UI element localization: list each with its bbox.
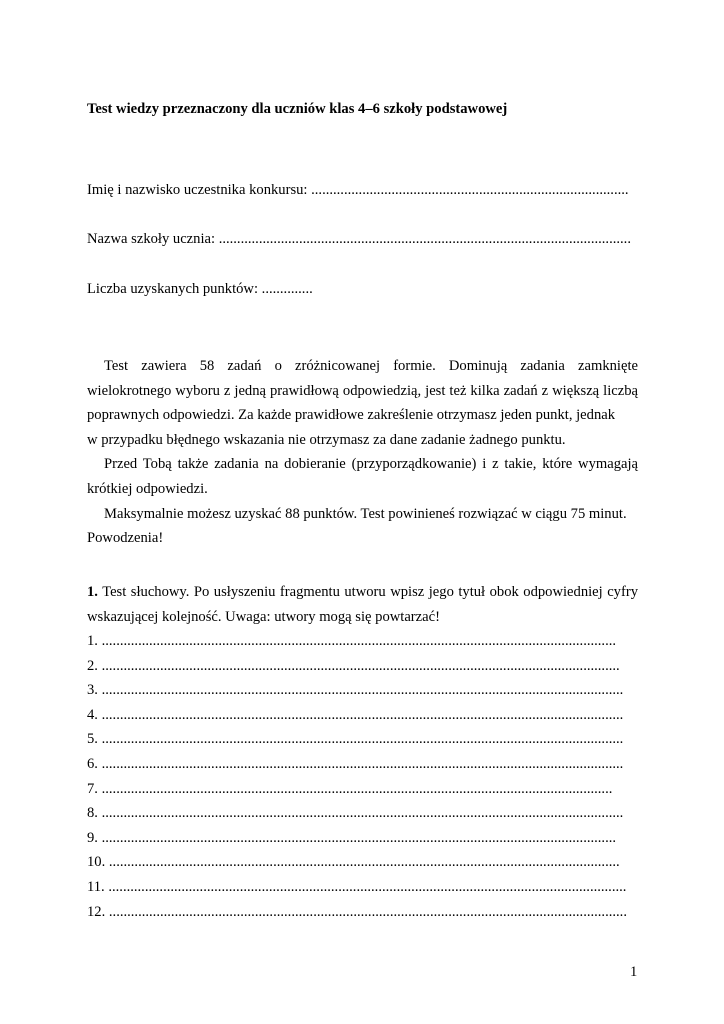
instructions-paragraph-3-last-line: Powodzenia!: [87, 530, 164, 547]
answer-line-10[interactable]: 10. ............................................................................................................................................: [87, 854, 620, 871]
task-1-text: Test słuchowy. Po usłyszeniu fragmentu utworu wpisz jego tytuł obok odpowiedniej cyfry wskazującej kolejność. Uwaga: utwory mogą się powtarzać!: [87, 584, 638, 625]
answer-line-1[interactable]: 1. .............................................................................................................................................: [87, 633, 617, 649]
task-1-number: 1.: [87, 584, 98, 600]
answer-line-12[interactable]: 12. ..............................................................................................................................................: [87, 903, 627, 920]
page-number: 1: [630, 964, 638, 980]
answer-line-3[interactable]: 3. ...............................................................................................................................................: [87, 682, 624, 699]
school-name-field: Nazwa szkoły ucznia: .................................................................................................................: [87, 231, 631, 247]
answer-line-11[interactable]: 11. ..............................................................................................................................................: [87, 878, 627, 895]
answer-line-4[interactable]: 4. ...............................................................................................................................................: [87, 706, 624, 723]
task-1-answer-lines: [87, 629, 647, 924]
participant-name-field: Imię i nazwisko uczestnika konkursu: .......................................................................................: [87, 182, 629, 198]
instructions-paragraph-1: Test zawiera 58 zadań o zróżnicowanej formie. Dominują zadania zamknięte wielokrotnego wyboru z jedną prawidłową odpowiedzią, jest też kilka zadań z większą liczbą poprawnych odpowiedzi. Za każde prawidłowe zakreślenie otrzymasz jeden punkt, jednak: [87, 358, 638, 424]
test-instructions: [87, 354, 638, 551]
answer-line-5[interactable]: 5. ...............................................................................................................................................: [87, 731, 624, 748]
instructions-paragraph-2: Przed Tobą także zadania na dobieranie (przyporządkowanie) i z takie, które wymagają krótkiej odpowiedzi.: [87, 456, 638, 497]
instructions-paragraph-3: Maksymalnie możesz uzyskać 88 punktów. Test powinieneś rozwiązać w ciągu 75 minut.: [104, 505, 627, 522]
test-title: Test wiedzy przeznaczony dla uczniów klas 4–6 szkoły podstawowej: [87, 101, 508, 117]
task-1: [87, 580, 638, 629]
answer-line-7[interactable]: 7. ............................................................................................................................................: [87, 780, 613, 797]
answer-line-8[interactable]: 8. ...............................................................................................................................................: [87, 805, 624, 822]
answer-line-6[interactable]: 6. ...............................................................................................................................................: [87, 755, 624, 772]
points-field: Liczba uzyskanych punktów: ..............: [87, 281, 313, 297]
answer-line-9[interactable]: 9. .............................................................................................................................................: [87, 829, 617, 846]
answer-line-2[interactable]: 2. ..............................................................................................................................................: [87, 657, 620, 674]
instructions-paragraph-1-last-line: w przypadku błędnego wskazania nie otrzymasz za dane zadanie żadnego punktu.: [87, 431, 566, 448]
